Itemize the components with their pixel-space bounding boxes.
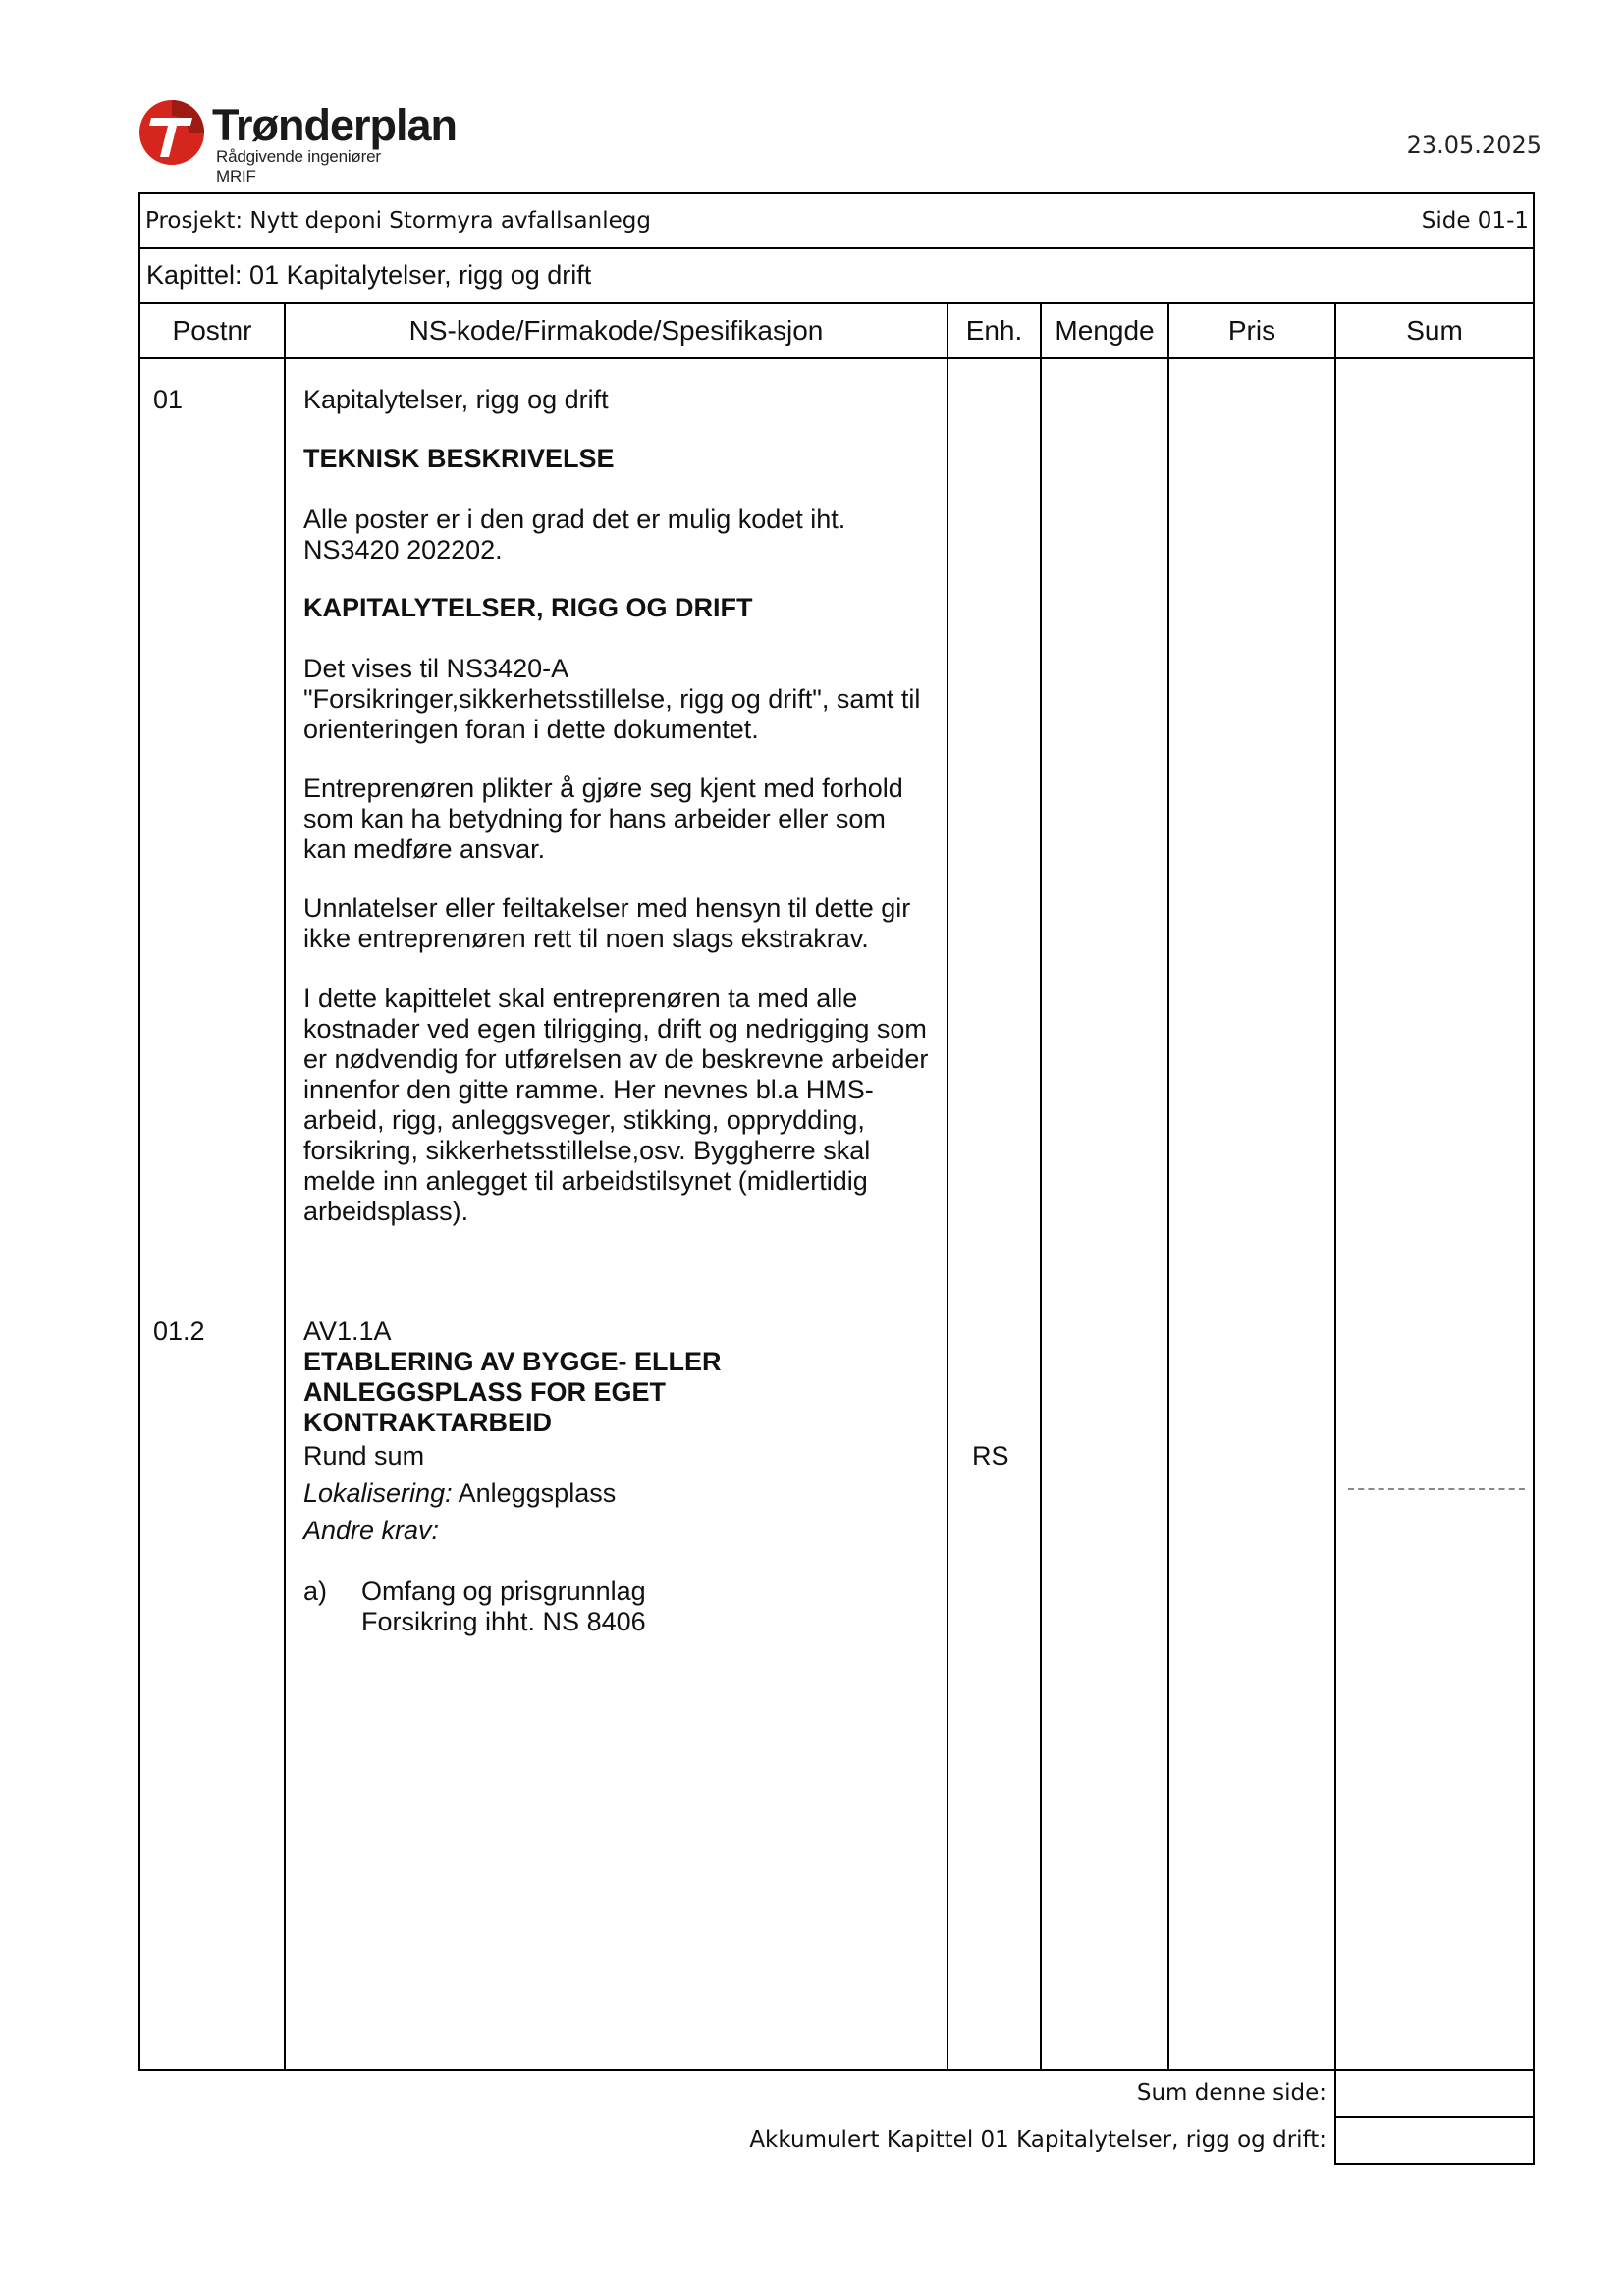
company-logo bbox=[137, 98, 458, 186]
post-title: ETABLERING AV BYGGE- ELLER ANLEGGSPLASS FOR EGET KONTRAKTARBEID bbox=[303, 1347, 722, 1437]
rund-sum-text: Rund sum bbox=[303, 1441, 425, 1470]
col-header-qty: Mengde bbox=[1055, 315, 1155, 346]
col-header-sum: Sum bbox=[1406, 315, 1463, 346]
sum-page-cell bbox=[1334, 2069, 1535, 2118]
list-item-letter: a) bbox=[303, 1576, 328, 1606]
list-item-text: Omfang og prisgrunnlag Forsikring ihht. NS 8406 bbox=[361, 1576, 646, 1636]
chapter-title: Kapittel: 01 Kapitalytelser, rigg og drift bbox=[146, 260, 592, 290]
description-paragraph: Det vises til NS3420-A "Forsikringer,sikkerhetsstillelse, rigg og drift", samt til orienteringen foran i dette dokumentet. bbox=[303, 654, 921, 744]
description-paragraph: Unnlatelser eller feiltakelser med hensyn til dette gir ikke entreprenøren rett til noen slags ekstrakrav. bbox=[303, 893, 911, 953]
post-number: 01.2 bbox=[153, 1316, 205, 1346]
description-paragraph: Entreprenøren plikter å gjøre seg kjent med forhold som kan ha betydning for hans arbeider eller som kan medføre ansvar. bbox=[303, 774, 903, 864]
project-label: Prosjekt: Nytt deponi Stormyra avfallsanlegg bbox=[145, 208, 651, 234]
col-header-price: Pris bbox=[1227, 315, 1276, 346]
col-header-postnr: Postnr bbox=[172, 315, 252, 346]
logo-tagline: Rådgivende ingeniører MRIF bbox=[216, 147, 381, 186]
sum-placeholder-line bbox=[1348, 1488, 1525, 1490]
accumulated-label: Akkumulert Kapittel 01 Kapitalytelser, rigg og drift: bbox=[749, 2127, 1326, 2153]
localization-line bbox=[303, 1478, 616, 1509]
col-header-unit: Enh. bbox=[965, 315, 1023, 346]
document-date: 23.05.2025 bbox=[1406, 132, 1542, 159]
logo-brand-name: Trønderplan bbox=[212, 100, 458, 150]
col-header-spec: NS-kode/Firmakode/Spesifikasjon bbox=[408, 315, 824, 346]
unit-value: RS bbox=[972, 1441, 1009, 1470]
post-number: 01 bbox=[153, 385, 184, 414]
description-paragraph: I dette kapittelet skal entreprenøren ta med alle kostnader ved egen tilrigging, drift og nedrigging som er nødvendig for utførelsen av de beskrevne arbeider innenfor den gitte ramme. Her nevnes bl.a HMS- arbeid, rigg, anleggsveger, stikking, opprydding, forsikring, sikkerhetsstillelse,osv. Byggherre skal melde inn anlegget til arbeidstilsynet (midlertidig arbeidsplass). bbox=[303, 984, 929, 1226]
accumulated-cell bbox=[1334, 2116, 1535, 2165]
page-number: Side 01-1 bbox=[1421, 208, 1529, 234]
localization-label: Lokalisering: bbox=[303, 1478, 453, 1508]
localization-value: Anleggsplass bbox=[458, 1478, 617, 1508]
description-paragraph: Alle poster er i den grad det er mulig kodet iht. NS3420 202202. bbox=[303, 505, 846, 564]
section-heading: KAPITALYTELSER, RIGG OG DRIFT bbox=[303, 593, 753, 622]
trønderplan-logo-icon bbox=[137, 98, 206, 167]
sum-page-label: Sum denne side: bbox=[1136, 2080, 1326, 2106]
section-heading: TEKNISK BESKRIVELSE bbox=[303, 444, 615, 473]
other-requirements-label: Andre krav: bbox=[303, 1516, 440, 1545]
ns-code: AV1.1A bbox=[303, 1316, 392, 1346]
post-title: Kapitalytelser, rigg og drift bbox=[303, 385, 609, 414]
